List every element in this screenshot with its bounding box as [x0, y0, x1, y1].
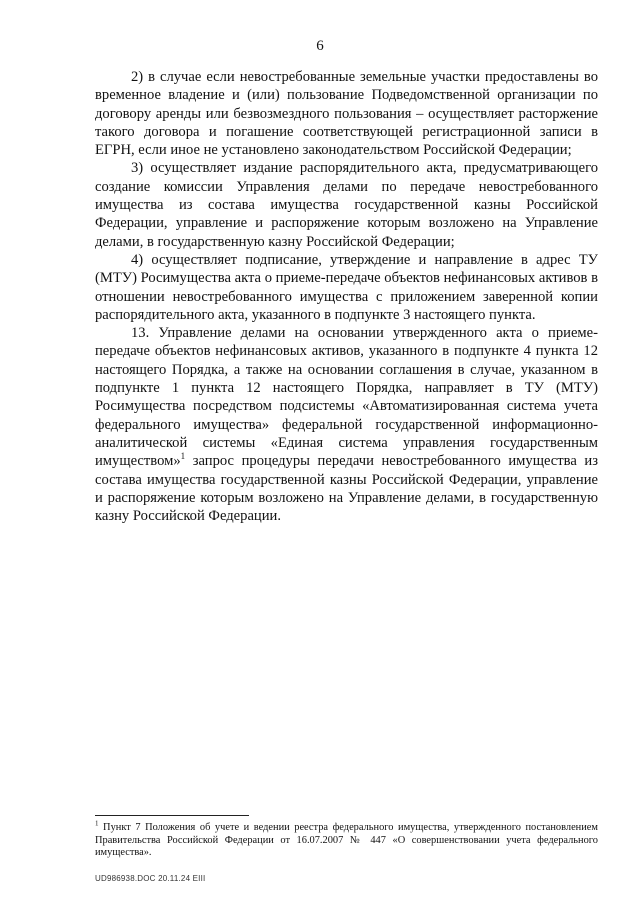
paragraph-subitem-2: 2) в случае если невостребованные земельные участки предоставлены во временное владение и (или) пользование Подведомственной организации по договору аренды или безвозмездного пользования – осуществляет расторжение такого договора и погашение соответствующей регистрационной записи в ЕГРН, если иное не установлено законодательством Российской Федерации; — [95, 69, 598, 159]
page-number: 6 — [316, 38, 324, 54]
footnote-reference[interactable]: 1 — [180, 451, 186, 462]
paragraph-subitem-3: 3) осуществляет издание распорядительного акта, предусматривающего создание комиссии Управления делами по передаче невостребованного имущества из состава имущества государственной казны Российской Федерации, управление и распоряжение которым возложено на Управление делами, в государственную казну Российской Федерации; — [95, 160, 598, 250]
paragraph-subitem-4: 4) осуществляет подписание, утверждение и направление в адрес ТУ (МТУ) Росимущества акта о приеме-передаче объектов нефинансовых активов в отношении невостребованного имущества с приложением заверенной копии распорядительного акта, указанного в подпункте 3 настоящего пункта. — [95, 251, 598, 323]
footnote — [95, 819, 598, 860]
paragraph-13 — [95, 324, 598, 525]
footnote-separator — [95, 815, 249, 816]
paragraph-13-text-start: 13. Управление делами на основании утвержденного акта о приеме-передаче объектов нефинансовых активов, указанного в подпункте 4 пункта 12 настоящего Порядка, а также на основании соглашения в случае, указанном в подпункте 1 пункта 12 настоящего Порядка, направляет в ТУ (МТУ) Росимущества посредством подсистемы «Автоматизированная система учета федерального имущества» федеральной государственной информационно-аналитической системы «Единая система управления государственным имуществом» — [95, 325, 598, 470]
document-footer-code: UD986938.DOC 20.11.24 EIII — [95, 874, 206, 883]
body-text — [95, 68, 598, 525]
footnote-marker: 1 — [95, 819, 99, 828]
footnote-text: Пункт 7 Положения об учете и ведении реестра федерального имущества, утвержденного постановлением Правительства Российской Федерации от 16.07.2007 № 447 «О совершенствовании учета федерального имущества». — [95, 822, 598, 859]
paragraph-13-text-end: запрос процедуры передачи невостребованного имущества из состава имущества государственной казны Российской Федерации, управление и распоряжение которым возложено на Управление делами, в государственную казну Российской Федерации. — [95, 453, 598, 525]
